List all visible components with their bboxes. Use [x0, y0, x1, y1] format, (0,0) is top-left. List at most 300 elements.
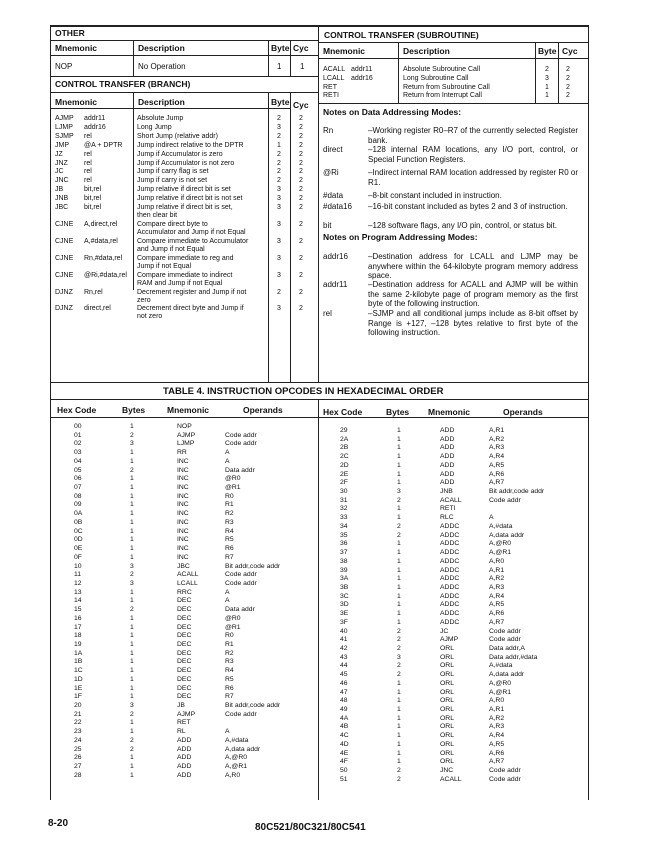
opcode-bytes: 2: [397, 662, 401, 670]
opcode-mnemonic: ACALL: [440, 775, 462, 783]
branch-byte: 3: [277, 305, 281, 313]
opcode-mnemonic: INC: [177, 545, 189, 553]
opcode-mnemonic: JC: [440, 627, 449, 635]
opcode-operands: Code addr: [489, 627, 521, 635]
opcode-bytes: 1: [130, 728, 134, 736]
opcode-operands: R0: [225, 632, 234, 640]
opcode-operands: Code addr: [489, 496, 521, 504]
opcode-hex: 09: [74, 501, 82, 509]
opcode-bytes: 1: [130, 763, 134, 771]
sub-mnemonic: LCALL: [323, 74, 345, 82]
branch-col-cyc: Cyc: [293, 100, 309, 110]
opcode-operands: R5: [225, 536, 234, 544]
opcode-hex: 3C: [340, 592, 349, 600]
branch-cyc: 2: [299, 195, 303, 203]
opcode-hex: 07: [74, 484, 82, 492]
branch-cyc: 2: [299, 159, 303, 167]
branch-cyc: 2: [299, 177, 303, 185]
opcode-operands: A,@R0: [489, 540, 512, 548]
opcode-operands: A,R0: [489, 697, 505, 705]
opcode-mnemonic: JNB: [440, 488, 453, 496]
opcode-bytes: 1: [397, 427, 401, 434]
opcode-hex: 1A: [74, 649, 83, 657]
note-value: –8-bit constant included in instruction.: [368, 191, 502, 200]
opcode-operands: A,@R1: [489, 549, 512, 557]
opcode-hex: 33: [340, 514, 348, 522]
opcode-operands: A,R5: [489, 461, 505, 469]
opcode-mnemonic: ORL: [440, 662, 454, 670]
opcode-operands: R3: [225, 518, 234, 526]
opcode-operands: Bit addr,code addr: [489, 488, 545, 496]
opcode-hex: 32: [340, 505, 348, 513]
opcode-operands: A,R7: [489, 758, 505, 766]
opcode-operands: A,R5: [489, 601, 505, 609]
opcode-hex: 0C: [74, 527, 83, 535]
opcode-hex: 05: [74, 466, 82, 474]
branch-byte: 3: [277, 204, 281, 211]
opcode-mnemonic: AJMP: [177, 431, 196, 439]
opcode-bytes: 1: [130, 501, 134, 509]
note-value: –128 software flags, any I/O pin, control, or status bit.: [368, 221, 557, 230]
branch-description: Accumulator and Jump if not Equal: [137, 228, 246, 236]
opcode-mnemonic: ADDC: [440, 601, 460, 609]
opcode-hex: 43: [340, 653, 348, 661]
branch-description: Short Jump (relative addr): [137, 132, 218, 140]
opcode-operands: A,R2: [489, 435, 505, 443]
opcode-mnemonic: ADDC: [440, 610, 460, 618]
other-row-description: No Operation: [138, 62, 186, 71]
opcode-mnemonic: ORL: [440, 723, 454, 731]
opcode-operands: A: [225, 449, 230, 457]
opcode-bytes: 1: [130, 658, 134, 666]
opcode-operands: @R0: [225, 614, 241, 622]
branch-cyc: 2: [299, 288, 303, 296]
branch-cyc: 2: [299, 204, 303, 211]
opcode-operands: @R1: [225, 484, 241, 492]
opcode-mnemonic: ORL: [440, 758, 454, 766]
opcode-operands: A,#data: [489, 662, 513, 670]
opcode-mnemonic: DEC: [177, 614, 192, 622]
opcode-hex: 31: [340, 496, 348, 504]
opcode-hex: 27: [74, 763, 82, 771]
opcode-mnemonic: ORL: [440, 671, 454, 679]
opcode-hex: 25: [74, 745, 82, 753]
opcode-hex: 04: [74, 457, 82, 465]
other-col-byte: Byte: [271, 43, 290, 53]
other-row-cyc: 1: [300, 62, 305, 71]
opcode-bytes: 2: [130, 745, 134, 753]
branch-mnemonic: DJNZ: [55, 305, 73, 313]
opcode-hex: 3A: [340, 575, 349, 583]
opcode-mnemonic: RETI: [440, 505, 456, 513]
part-number: 80C521/80C321/80C541: [255, 822, 366, 833]
note-key: @Ri: [323, 168, 339, 177]
branch-description: Compare direct byte to: [137, 220, 208, 228]
sub-byte: 2: [545, 66, 549, 73]
branch-description: Jump if not Equal: [137, 262, 192, 270]
branch-operand: rel: [84, 177, 92, 185]
opcode-hex: 47: [340, 688, 348, 696]
branch-operand: A,direct,rel: [84, 220, 118, 228]
opcode-hex: 1C: [74, 667, 83, 675]
other-row-byte: 1: [277, 62, 282, 71]
opcode-hex: 4C: [340, 732, 349, 740]
branch-byte: 2: [277, 177, 281, 185]
opcode-mnemonic: RRC: [177, 588, 192, 596]
branch-operand: Rn,rel: [84, 288, 103, 296]
opcode-hex: 38: [340, 557, 348, 565]
t4-right-hex-header: Hex Code: [323, 407, 363, 417]
branch-operand: rel: [84, 168, 92, 176]
opcode-mnemonic: ADD: [177, 745, 192, 753]
opcode-bytes: 1: [397, 461, 401, 469]
opcode-hex: 24: [74, 736, 82, 744]
opcode-mnemonic: INC: [177, 553, 189, 561]
opcode-bytes: 1: [397, 514, 401, 522]
branch-operand: rel: [84, 159, 92, 167]
branch-operand: @A + DPTR: [84, 141, 123, 149]
sub-mnemonic: RET: [323, 83, 337, 91]
opcode-hex: 2A: [340, 435, 349, 443]
note-value: –Working register R0–R7 of the currently selected Register bank.: [368, 126, 578, 145]
branch-cyc: 2: [299, 115, 303, 122]
note-value: –128 internal RAM locations, any I/O port, control, or Special Function Registers.: [368, 145, 578, 164]
opcode-mnemonic: INC: [177, 501, 189, 509]
opcode-operands: A,@R1: [225, 763, 248, 771]
opcode-bytes: 1: [130, 632, 134, 640]
opcode-operands: R5: [225, 675, 234, 683]
opcode-bytes: 1: [397, 566, 401, 574]
opcode-hex: 4A: [340, 714, 349, 722]
opcode-operands: A,R2: [489, 575, 505, 583]
opcode-hex: 23: [74, 728, 82, 736]
opcode-hex: 48: [340, 697, 348, 705]
opcode-mnemonic: DEC: [177, 649, 192, 657]
branch-mnemonic: JNC: [55, 177, 69, 185]
opcode-operands: A,R1: [489, 427, 505, 434]
branch-mnemonic: SJMP: [55, 132, 74, 140]
t4-right-mnemonic-header: Mnemonic: [428, 407, 471, 417]
opcode-hex: 2F: [340, 479, 348, 487]
opcode-mnemonic: INC: [177, 536, 189, 544]
opcode-mnemonic: AJMP: [440, 636, 459, 644]
opcode-hex: 0D: [74, 536, 83, 544]
opcode-operands: A: [225, 597, 230, 605]
branch-byte: 2: [277, 159, 281, 167]
opcode-mnemonic: ORL: [440, 732, 454, 740]
opcode-mnemonic: ORL: [440, 740, 454, 748]
opcode-bytes: 1: [397, 758, 401, 766]
opcode-bytes: 1: [397, 549, 401, 557]
opcode-mnemonic: INC: [177, 475, 189, 483]
opcode-mnemonic: ADD: [440, 427, 455, 434]
opcode-hex: 50: [340, 767, 348, 775]
opcode-operands: A: [489, 514, 494, 522]
sub-col-mnemonic: Mnemonic: [323, 46, 366, 56]
opcode-bytes: 1: [130, 475, 134, 483]
opcode-hex: 45: [340, 671, 348, 679]
opcode-bytes: 2: [397, 496, 401, 504]
opcode-bytes: 1: [130, 754, 134, 762]
opcode-hex: 4E: [340, 749, 349, 757]
note-key: addr11: [323, 280, 348, 289]
note-value: –Destination address for ACALL and AJMP will be within the same 2-kilobyte page of program memory as the first byte of the following instruction.: [368, 280, 578, 308]
opcode-hex: 10: [74, 562, 82, 570]
opcode-hex: 34: [340, 522, 348, 530]
opcode-hex: 00: [74, 423, 82, 430]
opcode-bytes: 1: [130, 423, 134, 430]
branch-description: Jump indirect relative to the DPTR: [137, 141, 244, 149]
opcode-bytes: 1: [397, 601, 401, 609]
opcode-hex: 14: [74, 597, 82, 605]
note-key: addr16: [323, 252, 348, 261]
opcode-mnemonic: ADDC: [440, 549, 460, 557]
opcode-mnemonic: DEC: [177, 684, 192, 692]
branch-description: Decrement register and Jump if not: [137, 288, 247, 296]
opcode-operands: R2: [225, 649, 234, 657]
branch-byte: 3: [277, 123, 281, 131]
opcode-hex: 4D: [340, 740, 349, 748]
opcode-mnemonic: ADDC: [440, 583, 460, 591]
branch-description: Compare immediate to Accumulator: [137, 237, 249, 245]
t4-left-bytes-header: Bytes: [122, 405, 146, 415]
other-col-description: Description: [138, 43, 185, 53]
opcode-mnemonic: INC: [177, 466, 189, 474]
opcode-bytes: 1: [130, 675, 134, 683]
opcode-operands: Code addr: [489, 767, 521, 775]
sub-byte: 1: [545, 92, 549, 100]
subroutine-title: CONTROL TRANSFER (SUBROUTINE): [324, 30, 479, 40]
opcode-hex: 02: [74, 440, 82, 448]
opcode-hex: 15: [74, 606, 82, 614]
branch-cyc: 2: [299, 168, 303, 176]
opcode-mnemonic: ADD: [177, 763, 192, 771]
branch-col-description: Description: [138, 97, 185, 107]
opcode-bytes: 1: [130, 649, 134, 657]
opcode-operands: R0: [225, 492, 234, 500]
opcode-hex: 1F: [74, 693, 82, 701]
opcode-hex: 13: [74, 588, 82, 596]
opcode-operands: A,data addr: [489, 671, 525, 679]
opcode-bytes: 2: [397, 636, 401, 644]
branch-byte: 2: [277, 132, 281, 140]
opcode-bytes: 1: [397, 583, 401, 591]
opcode-operands: Data addr: [225, 466, 255, 474]
opcode-bytes: 3: [397, 488, 401, 496]
opcode-mnemonic: ADDC: [440, 557, 460, 565]
opcode-operands: Bit addr,code addr: [225, 562, 281, 570]
opcode-operands: A,R3: [489, 583, 505, 591]
opcode-bytes: 1: [130, 597, 134, 605]
opcode-mnemonic: ADD: [440, 461, 455, 469]
opcode-operands: Code addr: [225, 440, 257, 448]
opcode-bytes: 2: [397, 671, 401, 679]
branch-byte: 2: [277, 168, 281, 176]
opcode-mnemonic: NOP: [177, 423, 192, 430]
opcode-bytes: 1: [397, 479, 401, 487]
opcode-bytes: 1: [397, 444, 401, 452]
opcode-mnemonic: JBC: [177, 562, 190, 570]
opcode-operands: A,#data: [225, 736, 249, 744]
opcode-bytes: 1: [397, 706, 401, 714]
opcode-hex: 01: [74, 431, 82, 439]
branch-title: CONTROL TRANSFER (BRANCH): [55, 79, 191, 89]
branch-operand: rel: [84, 132, 92, 140]
branch-description: RAM and Jump if not Equal: [137, 279, 223, 287]
note-key: rel: [323, 309, 332, 318]
note-key: #data16: [323, 202, 352, 211]
branch-description: Long Jump: [137, 123, 172, 131]
notes-data-title: Notes on Data Addressing Modes:: [323, 107, 462, 117]
sub-byte: 1: [545, 83, 549, 91]
branch-description: Decrement direct byte and Jump if: [137, 305, 244, 313]
opcode-hex: 3F: [340, 618, 348, 626]
opcode-hex: 39: [340, 566, 348, 574]
opcode-mnemonic: ORL: [440, 653, 454, 661]
sub-col-description: Description: [403, 46, 450, 56]
opcode-operands: R7: [225, 693, 234, 701]
opcode-mnemonic: INC: [177, 492, 189, 500]
branch-cyc: 2: [299, 237, 303, 245]
opcode-hex: 2B: [340, 444, 349, 452]
opcode-hex: 0B: [74, 518, 83, 526]
opcode-operands: Code addr: [225, 571, 257, 579]
opcode-bytes: 2: [397, 767, 401, 775]
opcode-bytes: 1: [130, 771, 134, 779]
sub-col-cyc: Cyc: [562, 46, 578, 56]
opcode-bytes: 1: [130, 667, 134, 675]
opcode-hex: 41: [340, 636, 348, 644]
branch-cyc: 2: [299, 141, 303, 149]
opcode-bytes: 3: [397, 653, 401, 661]
opcode-hex: 0A: [74, 510, 83, 518]
sub-byte: 3: [545, 74, 549, 82]
opcode-operands: A,R6: [489, 470, 505, 478]
opcode-bytes: 1: [130, 719, 134, 727]
opcode-hex: 37: [340, 549, 348, 557]
branch-mnemonic: JMP: [55, 141, 69, 149]
note-value: –Indirect internal RAM location addressed by register R0 or R1.: [368, 168, 578, 187]
opcode-hex: 2C: [340, 453, 349, 461]
opcode-operands: A,R3: [489, 444, 505, 452]
branch-cyc: 2: [299, 150, 303, 158]
opcode-mnemonic: ADDC: [440, 531, 460, 539]
note-key: Rn: [323, 126, 334, 135]
opcode-hex: 26: [74, 754, 82, 762]
opcode-hex: 1E: [74, 684, 83, 692]
opcode-bytes: 1: [397, 723, 401, 731]
branch-byte: 3: [277, 254, 281, 262]
opcode-hex: 16: [74, 614, 82, 622]
branch-mnemonic: CJNE: [55, 220, 74, 228]
opcode-hex: 28: [74, 771, 82, 779]
note-value: –Destination address for LCALL and LJMP may be anywhere within the 64-kilobyte program memory address space.: [368, 252, 578, 280]
branch-mnemonic: CJNE: [55, 237, 74, 245]
opcode-mnemonic: INC: [177, 457, 189, 465]
branch-description: Jump relative if direct bit is set,: [137, 204, 233, 211]
opcode-mnemonic: DEC: [177, 658, 192, 666]
opcode-operands: Bit addr,code addr: [225, 702, 281, 710]
opcode-bytes: 1: [397, 592, 401, 600]
opcode-bytes: 1: [130, 510, 134, 518]
opcode-bytes: 2: [397, 522, 401, 530]
opcode-bytes: 1: [397, 679, 401, 687]
opcode-mnemonic: LJMP: [177, 440, 195, 448]
branch-operand: rel: [84, 150, 92, 158]
opcode-bytes: 1: [397, 575, 401, 583]
opcode-operands: A: [225, 728, 230, 736]
sub-operand: addr11: [351, 66, 373, 73]
t4-left-mnemonic-header: Mnemonic: [167, 405, 210, 415]
branch-mnemonic: JC: [55, 168, 64, 176]
branch-description: Absolute Jump: [137, 115, 184, 122]
opcode-operands: A,R7: [489, 479, 505, 487]
opcode-mnemonic: ADDC: [440, 540, 460, 548]
note-key: bit: [323, 221, 332, 230]
opcode-hex: 21: [74, 710, 82, 718]
sub-description: Return from Interrupt Call: [403, 92, 482, 100]
opcode-operands: A,data addr: [225, 745, 261, 753]
branch-mnemonic: CJNE: [55, 271, 74, 279]
opcode-bytes: 1: [130, 588, 134, 596]
branch-byte: 3: [277, 237, 281, 245]
branch-byte: 2: [277, 115, 281, 122]
page-number: 8-20: [48, 818, 69, 829]
sub-mnemonic: RETI: [323, 92, 339, 100]
other-row-mnemonic: NOP: [55, 62, 73, 71]
opcode-bytes: 1: [130, 641, 134, 648]
opcode-hex: 51: [340, 775, 348, 783]
opcode-hex: 20: [74, 702, 82, 710]
branch-description: Compare immediate to indirect: [137, 271, 233, 279]
branch-cyc: 2: [299, 271, 303, 279]
opcode-bytes: 1: [397, 697, 401, 705]
opcode-operands: Code addr: [489, 775, 521, 783]
opcode-hex: 3B: [340, 583, 349, 591]
note-value: –SJMP and all conditional jumps include as 8-bit offset by Range is +127, –128 bytes relative to first byte of the following instruction.: [368, 309, 578, 337]
opcode-hex: 18: [74, 632, 82, 640]
branch-description: Jump relative if direct bit is not set: [137, 195, 243, 203]
branch-operand: bit,rel: [84, 195, 102, 203]
opcode-hex: 1D: [74, 675, 83, 683]
opcode-bytes: 1: [397, 435, 401, 443]
opcode-operands: Code addr: [225, 579, 257, 587]
branch-operand: addr16: [84, 123, 106, 131]
branch-cyc: 2: [299, 305, 303, 313]
branch-operand: bit,rel: [84, 204, 102, 211]
opcode-mnemonic: RL: [177, 728, 186, 736]
opcode-mnemonic: DEC: [177, 641, 192, 648]
branch-col-byte: Byte: [271, 97, 290, 107]
opcode-hex: 17: [74, 623, 82, 631]
t4-right-operands-header: Operands: [503, 407, 543, 417]
opcode-hex: 22: [74, 719, 82, 727]
opcode-mnemonic: ADD: [177, 736, 192, 744]
opcode-operands: @R0: [225, 475, 241, 483]
notes-prog-title: Notes on Program Addressing Modes:: [323, 232, 478, 242]
opcode-operands: A,@R0: [489, 679, 512, 687]
opcode-mnemonic: ACALL: [440, 496, 462, 504]
opcode-hex: 2D: [340, 461, 349, 469]
opcode-bytes: 1: [130, 693, 134, 701]
opcode-bytes: 1: [397, 453, 401, 461]
opcode-operands: R1: [225, 641, 234, 648]
opcode-mnemonic: ADDC: [440, 566, 460, 574]
opcode-mnemonic: INC: [177, 484, 189, 492]
opcode-mnemonic: RLC: [440, 514, 454, 522]
opcode-operands: A,R4: [489, 453, 505, 461]
branch-mnemonic: JNZ: [55, 159, 68, 167]
